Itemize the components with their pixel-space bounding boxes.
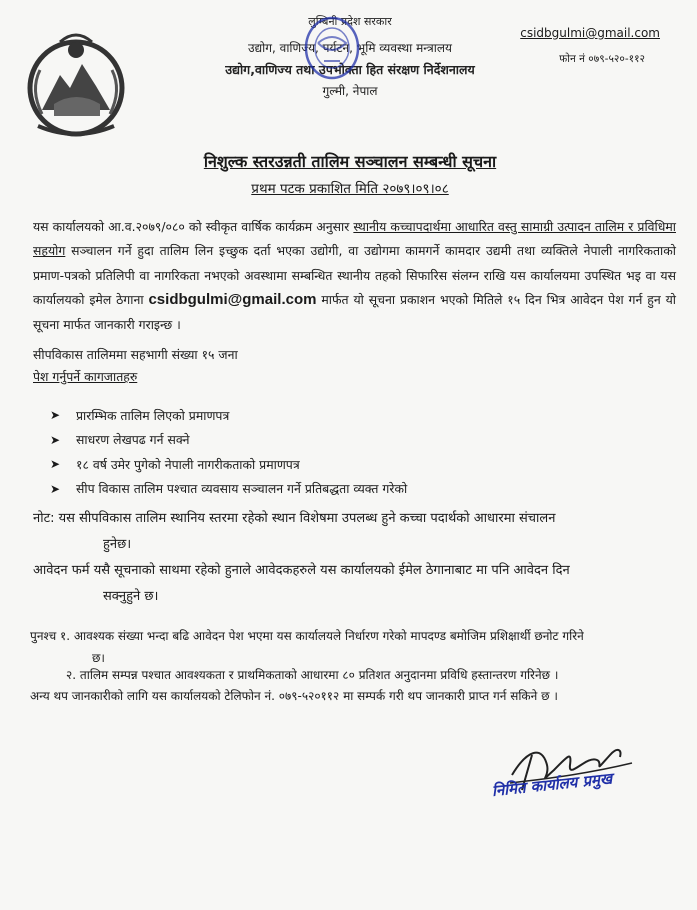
- list-item: [50, 477, 650, 502]
- office-phone: फोन नं ०७९-५२०-११२: [559, 53, 645, 65]
- letterhead-directorate: उद्योग,वाणिज्य तथा उपभोक्ता हित संरक्षण निर्देशनालय: [225, 62, 475, 77]
- postscript-3: अन्य थप जानकारीको लागि यस कार्यालयको टेलिफोन नं. ०७९-५२०११२ मा सम्पर्क गरी थप जानकारी प्राप्त गर्न सकिने छ ।: [30, 689, 558, 703]
- documents-heading: पेश गर्नुपर्ने कागजातहरु: [33, 369, 138, 384]
- document-item-label: प्रारम्भिक तालिम लिएको प्रमाणपत्र: [76, 407, 230, 423]
- document-item-label: सीप विकास तालिम पश्चात व्यवसाय सञ्चालन गर्ने प्रतिबद्धता व्यक्त गरेको: [76, 481, 408, 497]
- participants-count: सीपविकास तालिममा सहभागी संख्या १५ जना: [33, 347, 238, 362]
- arrow-bullet-icon: ➤: [50, 408, 61, 423]
- note-line-2-cont: सक्नुहुने छ।: [103, 589, 159, 604]
- note-section: [33, 506, 678, 610]
- postscript-2: २. तालिम सम्पन्न पश्चात आवश्यकता र प्राथमिकताको आधारमा ८० प्रतिशत अनुदानमा प्रविधि हस्तान्तरण गरिनेछ ।: [66, 668, 559, 682]
- body-text-intro: यस कार्यालयको आ.व.२०७९/०८० को स्वीकृत वार्षिक कार्यक्रम अनुसार: [33, 219, 354, 234]
- body-email-link[interactable]: csidbgulmi@gmail.com: [148, 291, 317, 309]
- list-item: [50, 452, 650, 477]
- documents-list: [50, 403, 650, 501]
- notice-body-paragraph: [33, 215, 676, 337]
- list-item: [50, 403, 650, 428]
- body-text-middle: सञ्चालन गर्ने हुदा तालिम लिन इच्छुक दर्ता भएका उद्योगी, वा उद्योगमा कामगर्ने कामदार उद्यमी तथा व्यक्तिले नेपाली नागरिकताको प्रमाण-पत्रको प्रतिलिपी वा नागरिकता नभएको अवस्थामा सम्बन्धित स्थानीय तहको सिफारिस संलग्न राखि यस कार्यालयमा उपस्थित भइ वा यस कार्यालयको इमेल ठेगाना: [33, 243, 676, 308]
- note-line-2: आवेदन फर्म यसै सूचनाको साथमा रहेको हुनाले आवेदकहरुले यस कार्यालयको ईमेल ठेगानाबाट मा पनि आवेदन दिन: [33, 563, 570, 578]
- notice-title: निशुल्क स्तरउन्नती तालिम सञ्चालन सम्बन्धी सूचना: [203, 152, 497, 171]
- program-name: स्थानीय कच्चापदार्थमा आधारित वस्तु सामाग्री उत्पादन तालिम र प्रविधिमा सहयोग: [33, 219, 676, 259]
- office-stamp-icon: [300, 13, 364, 83]
- letterhead-location: गुल्मी, नेपाल: [322, 84, 378, 98]
- note-line-1: नोट: यस सीपविकास तालिम स्थानिय स्तरमा रहेको स्थान विशेषमा उपलब्ध हुने कच्चा पदार्थको आधारमा संचालन: [33, 511, 556, 526]
- postscript-1: पुनश्च १. आवश्यक संख्या भन्दा बढि आवेदन पेश भएमा यस कार्यालयले निर्धारण गरेको मापदण्ड बमोजिम प्रशिक्षार्थी छनोट गरिने: [30, 629, 584, 643]
- office-email-link[interactable]: csidbgulmi@gmail.com: [520, 26, 660, 40]
- arrow-bullet-icon: ➤: [50, 432, 61, 447]
- signatory-title: निमित कार्यालय प्रमुख: [491, 769, 613, 800]
- note-line-1-cont: हुनेछ।: [103, 537, 132, 552]
- letterhead-government: लुम्बिनी प्रदेश सरकार: [308, 15, 392, 28]
- government-emblem-icon: [20, 30, 132, 142]
- list-item: [50, 428, 650, 453]
- arrow-bullet-icon: ➤: [50, 457, 61, 472]
- body-text-end: मार्फत यो सूचना प्रकाशन भएको मितिले १५ दिन भित्र आवेदन पेश गर्न हुन यो सूचना मार्फत जानकारी गराइन्छ ।: [33, 292, 676, 332]
- letterhead-ministry: उद्योग, वाणिज्य, पर्यटन, भूमि व्यवस्था मन्त्रालय: [248, 41, 452, 55]
- document-item-label: साधरण लेखपढ गर्न सक्ने: [76, 432, 190, 448]
- postscript-1-cont: छ।: [92, 651, 105, 665]
- published-date: प्रथम पटक प्रकाशित मिति २०७९।०९।०८: [251, 181, 449, 197]
- arrow-bullet-icon: ➤: [50, 481, 61, 496]
- document-item-label: १८ वर्ष उमेर पुगेको नेपाली नागरीकताको प्रमाणपत्र: [76, 456, 300, 472]
